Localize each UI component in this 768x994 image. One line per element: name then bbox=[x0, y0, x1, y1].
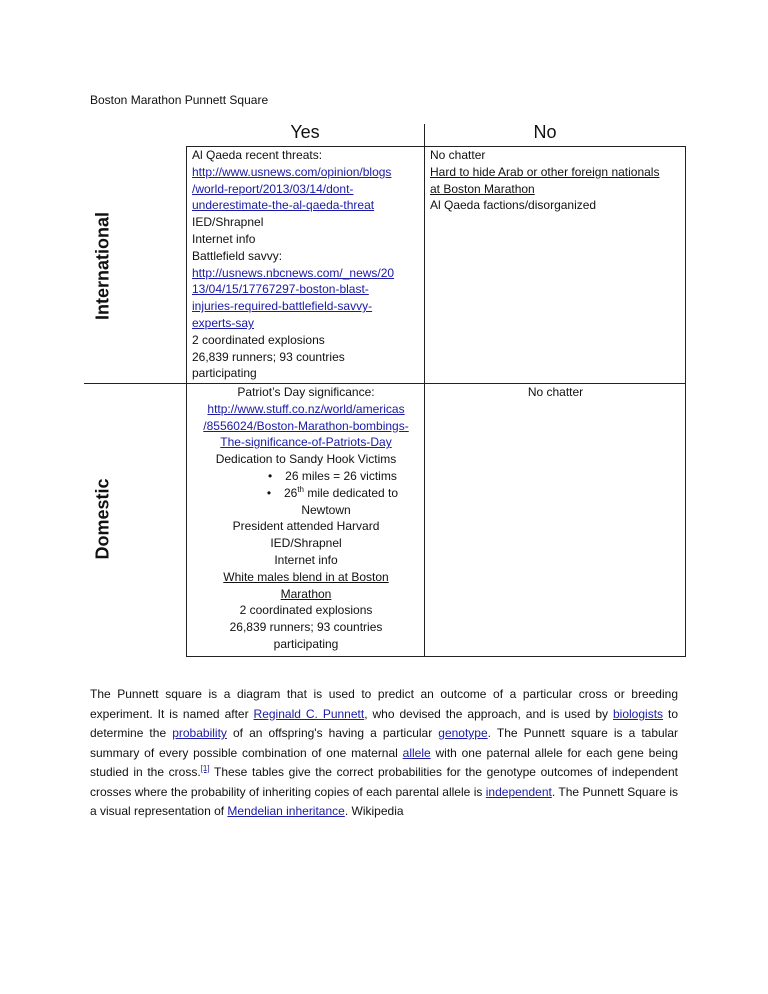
ordinal-suffix: th bbox=[297, 484, 304, 494]
text-line: President attended Harvard bbox=[232, 519, 380, 534]
text-line: participating bbox=[273, 636, 339, 651]
divider-table-bottom bbox=[186, 656, 686, 657]
reginald-punnett-link[interactable]: Reginald C. Punnett bbox=[253, 706, 365, 721]
text-line: No chatter bbox=[430, 148, 486, 162]
cell-international-no bbox=[430, 147, 685, 214]
text-line: participating bbox=[192, 366, 257, 381]
underlined-text-line: White males blend in at Boston bbox=[223, 569, 389, 584]
link-line[interactable]: http://usnews.nbcnews.com/_news/20 bbox=[192, 265, 395, 280]
underlined-text-line: at Boston Marathon bbox=[430, 181, 535, 196]
column-header-no: No bbox=[533, 122, 557, 142]
document-title: Boston Marathon Punnett Square bbox=[90, 93, 269, 107]
divider-vertical-left bbox=[186, 146, 187, 657]
paragraph-text: The Punnett square is a diagram that is used to predict an outcome of a particular cross or breeding experiment. It is named after bbox=[90, 687, 678, 721]
probability-link[interactable]: probability bbox=[172, 726, 227, 740]
allele-link[interactable]: allele bbox=[402, 745, 431, 760]
cell-domestic-no bbox=[426, 384, 685, 401]
divider-vertical-right bbox=[685, 146, 686, 657]
text-line: Internet info bbox=[274, 552, 338, 567]
bullet-text: mile dedicated to bbox=[303, 485, 399, 500]
link-line[interactable]: underestimate-the-al-qaeda-threat bbox=[192, 198, 375, 213]
paragraph-text: of an offspring's having a particular bbox=[226, 726, 439, 740]
nbcnews-link[interactable] bbox=[192, 265, 422, 332]
text-line: Battlefield savvy: bbox=[192, 248, 283, 263]
text-line: 26,839 runners; 93 countries bbox=[229, 620, 383, 635]
text-line: Dedication to Sandy Hook Victims bbox=[215, 452, 397, 467]
underlined-text-line: Hard to hide Arab or other foreign nationals bbox=[430, 164, 660, 179]
paragraph-text: to determine the bbox=[90, 706, 678, 740]
text-line: Internet info bbox=[192, 231, 256, 246]
bullet-item bbox=[188, 468, 424, 485]
cell-international-yes bbox=[192, 147, 422, 382]
divider-vertical-center bbox=[424, 124, 425, 657]
row-label-domestic: Domestic bbox=[92, 478, 113, 560]
text-line: 2 coordinated explosions bbox=[239, 603, 373, 618]
link-line[interactable]: 13/04/15/17767297-boston-blast- bbox=[192, 282, 369, 297]
text-line: Al Qaeda recent threats: bbox=[192, 148, 323, 162]
text-line: Patriot’s Day significance: bbox=[237, 385, 375, 399]
genotype-link[interactable]: genotype bbox=[438, 726, 488, 740]
biologists-link[interactable]: biologists bbox=[613, 706, 664, 721]
usnews-link[interactable] bbox=[192, 164, 422, 214]
stuff-link[interactable] bbox=[188, 401, 424, 451]
row-label-international: International bbox=[92, 211, 113, 321]
link-line[interactable]: The-significance-of-Patriots-Day bbox=[220, 435, 392, 450]
column-header-yes: Yes bbox=[290, 122, 320, 142]
independent-link[interactable]: independent bbox=[485, 784, 552, 799]
text-line: IED/Shrapnel bbox=[270, 536, 342, 551]
bullet-text: 26 miles = 26 victims bbox=[285, 468, 397, 483]
cell-domestic-yes bbox=[188, 384, 424, 653]
paragraph-text: with one paternal allele for each gene being studied in the cross. bbox=[90, 745, 678, 779]
bullet-item bbox=[188, 485, 424, 502]
text-line: No chatter bbox=[527, 385, 584, 399]
text-line: Al Qaeda factions/disorganized bbox=[430, 198, 597, 213]
link-line[interactable]: experts-say bbox=[192, 315, 255, 330]
paragraph-text: . Wikipedia bbox=[344, 804, 404, 818]
link-line[interactable]: /world-report/2013/03/14/dont- bbox=[192, 181, 354, 196]
punnett-description-paragraph bbox=[90, 685, 678, 822]
paragraph-text: These tables give the correct probabilities for the genotype outcomes of independent crosses where the probability of inheriting copies of each parental allele is bbox=[90, 765, 678, 799]
paragraph-text: . The Punnett Square is a visual representation of bbox=[90, 784, 678, 818]
bullet-continuation: Newtown bbox=[301, 502, 351, 517]
text-line: IED/Shrapnel bbox=[192, 215, 264, 230]
bullet-icon: • bbox=[268, 468, 273, 483]
link-line[interactable]: http://www.stuff.co.nz/world/americas bbox=[207, 401, 405, 416]
paragraph-text: . The Punnett square is a tabular summary of every possible combination of one maternal bbox=[90, 726, 679, 760]
paragraph-text: , who devised the approach, and is used by bbox=[364, 706, 613, 721]
underlined-text-line: Marathon bbox=[280, 586, 332, 601]
link-line[interactable]: http://www.usnews.com/opinion/blogs bbox=[192, 164, 392, 179]
link-line[interactable]: injuries-required-battlefield-savvy- bbox=[192, 299, 373, 314]
bullet-icon: • bbox=[266, 485, 272, 500]
text-line: 26,839 runners; 93 countries bbox=[192, 349, 345, 364]
mendelian-inheritance-link[interactable]: Mendelian inheritance bbox=[227, 804, 345, 818]
reference-link[interactable]: [1] bbox=[200, 764, 210, 773]
link-line[interactable]: /8556024/Boston-Marathon-bombings- bbox=[203, 418, 409, 433]
text-line: 2 coordinated explosions bbox=[192, 332, 325, 347]
bullet-text: 26 bbox=[283, 485, 298, 500]
